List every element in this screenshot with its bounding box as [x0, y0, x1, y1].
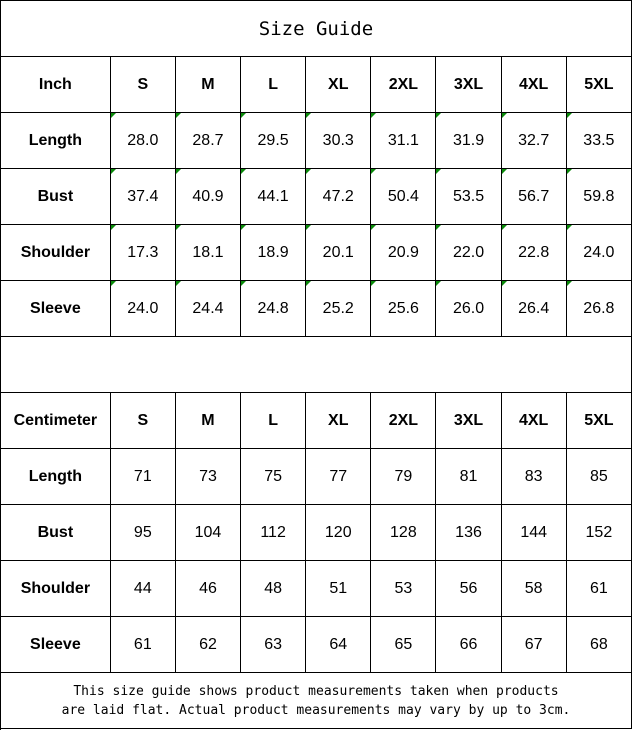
table-cell: 120 — [306, 505, 371, 561]
table-cell: 136 — [436, 505, 501, 561]
inch-table — [1, 57, 632, 337]
table-cell: 104 — [175, 505, 240, 561]
table-cell: 44 — [110, 561, 175, 617]
page-title: Size Guide — [1, 1, 632, 57]
table-cell: 59.8 — [566, 169, 631, 225]
table-cell: 25.6 — [371, 281, 436, 337]
table-cell: 26.8 — [566, 281, 631, 337]
table-cell: 75 — [241, 449, 306, 505]
table-cell: 79 — [371, 449, 436, 505]
table-cell: 32.7 — [501, 113, 566, 169]
table-cell: 56 — [436, 561, 501, 617]
size-header: 2XL — [371, 393, 436, 449]
table-cell: 29.5 — [241, 113, 306, 169]
size-header: XL — [306, 57, 371, 113]
table-cell: 63 — [241, 617, 306, 673]
table-cell: 20.9 — [371, 225, 436, 281]
header-row — [1, 57, 632, 113]
row-label: Shoulder — [1, 561, 110, 617]
table-cell: 51 — [306, 561, 371, 617]
size-header: S — [110, 57, 175, 113]
table-cell: 46 — [175, 561, 240, 617]
size-header: M — [175, 57, 240, 113]
table-cell: 66 — [436, 617, 501, 673]
table-cell: 24.0 — [566, 225, 631, 281]
table-cell: 17.3 — [110, 225, 175, 281]
table-cell: 81 — [436, 449, 501, 505]
table-cell: 18.9 — [241, 225, 306, 281]
table-row — [1, 113, 632, 169]
size-header: 2XL — [371, 57, 436, 113]
table-cell: 67 — [501, 617, 566, 673]
table-cell: 152 — [566, 505, 631, 561]
measurement-note — [1, 673, 632, 729]
note-line-2: are laid flat. Actual product measurements may vary by up to 3cm. — [61, 702, 571, 718]
table-cell: 31.1 — [371, 113, 436, 169]
size-header: 4XL — [501, 57, 566, 113]
row-label: Bust — [1, 169, 110, 225]
size-header: 5XL — [566, 393, 631, 449]
table-cell: 40.9 — [175, 169, 240, 225]
centimeter-table — [1, 393, 632, 673]
table-cell: 50.4 — [371, 169, 436, 225]
table-row — [1, 225, 632, 281]
table-cell: 47.2 — [306, 169, 371, 225]
table-cell: 44.1 — [241, 169, 306, 225]
table-cell: 128 — [371, 505, 436, 561]
table-cell: 144 — [501, 505, 566, 561]
size-header: 4XL — [501, 393, 566, 449]
table-row — [1, 617, 632, 673]
table-cell: 26.4 — [501, 281, 566, 337]
table-cell: 37.4 — [110, 169, 175, 225]
table-cell: 68 — [566, 617, 631, 673]
table-row — [1, 505, 632, 561]
size-header: 3XL — [436, 57, 501, 113]
row-label: Length — [1, 113, 110, 169]
table-cell: 56.7 — [501, 169, 566, 225]
size-header: XL — [306, 393, 371, 449]
table-cell: 22.8 — [501, 225, 566, 281]
table-cell: 20.1 — [306, 225, 371, 281]
table-cell: 30.3 — [306, 113, 371, 169]
table-row — [1, 169, 632, 225]
size-header: 3XL — [436, 393, 501, 449]
table-cell: 73 — [175, 449, 240, 505]
table-cell: 83 — [501, 449, 566, 505]
header-row — [1, 393, 632, 449]
row-label: Shoulder — [1, 225, 110, 281]
unit-header: Inch — [1, 57, 110, 113]
size-header: 5XL — [566, 57, 631, 113]
table-cell: 65 — [371, 617, 436, 673]
table-cell: 95 — [110, 505, 175, 561]
table-cell: 62 — [175, 617, 240, 673]
size-header: S — [110, 393, 175, 449]
size-header: L — [241, 393, 306, 449]
table-cell: 28.0 — [110, 113, 175, 169]
table-cell: 31.9 — [436, 113, 501, 169]
table-cell: 48 — [241, 561, 306, 617]
size-header: M — [175, 393, 240, 449]
table-cell: 28.7 — [175, 113, 240, 169]
table-row — [1, 449, 632, 505]
table-cell: 53.5 — [436, 169, 501, 225]
table-cell: 71 — [110, 449, 175, 505]
table-spacer — [1, 337, 632, 393]
table-cell: 53 — [371, 561, 436, 617]
unit-header: Centimeter — [1, 393, 110, 449]
table-row — [1, 561, 632, 617]
table-cell: 33.5 — [566, 113, 631, 169]
table-cell: 18.1 — [175, 225, 240, 281]
row-label: Sleeve — [1, 617, 110, 673]
row-label: Bust — [1, 505, 110, 561]
table-cell: 58 — [501, 561, 566, 617]
table-cell: 24.0 — [110, 281, 175, 337]
table-cell: 22.0 — [436, 225, 501, 281]
table-cell: 85 — [566, 449, 631, 505]
table-cell: 26.0 — [436, 281, 501, 337]
table-row — [1, 281, 632, 337]
table-cell: 112 — [241, 505, 306, 561]
table-cell: 77 — [306, 449, 371, 505]
table-cell: 64 — [306, 617, 371, 673]
table-cell: 61 — [566, 561, 631, 617]
row-label: Length — [1, 449, 110, 505]
table-cell: 24.8 — [241, 281, 306, 337]
table-cell: 24.4 — [175, 281, 240, 337]
row-label: Sleeve — [1, 281, 110, 337]
table-cell: 25.2 — [306, 281, 371, 337]
note-line-1: This size guide shows product measurements taken when products — [73, 683, 559, 699]
table-cell: 61 — [110, 617, 175, 673]
size-header: L — [241, 57, 306, 113]
